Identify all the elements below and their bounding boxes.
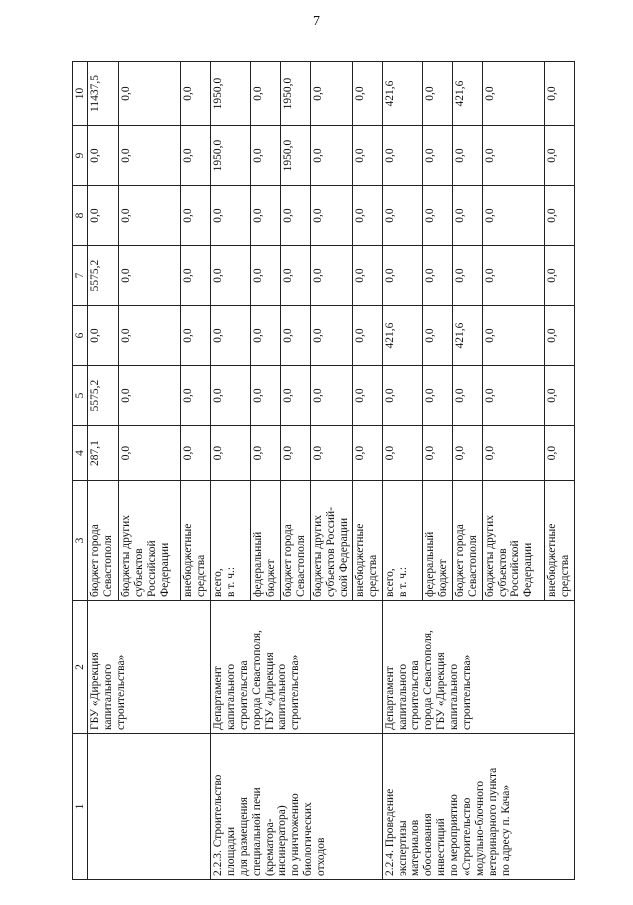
amount-cell: 0,0 [281, 306, 311, 366]
header-cell: 8 [73, 186, 88, 246]
amount-cell: 0,0 [352, 62, 382, 126]
header-cell: 3 [73, 481, 88, 601]
table-row [211, 62, 251, 880]
amount-cell: 421,6 [452, 306, 482, 366]
amount-cell: 0,0 [382, 246, 422, 306]
amount-cell: 0,0 [452, 126, 482, 186]
executor-cell: Департамент капитального строительства города Севастополя, ГБУ «Дирекция капитального строительства» [211, 601, 383, 734]
amount-cell: 0,0 [181, 366, 211, 426]
amount-cell: 0,0 [311, 426, 353, 481]
amount-cell: 0,0 [352, 426, 382, 481]
funding-source-cell: внебюджетные средства [181, 481, 211, 601]
amount-cell: 0,0 [422, 186, 452, 246]
header-row [73, 62, 88, 880]
amount-cell: 0,0 [119, 126, 181, 186]
amount-cell: 0,0 [181, 186, 211, 246]
header-cell: 1 [73, 734, 88, 880]
funding-source-cell: федеральный бюджет [251, 481, 281, 601]
header-cell: 7 [73, 246, 88, 306]
amount-cell: 0,0 [311, 246, 353, 306]
amount-cell: 0,0 [544, 426, 574, 481]
amount-cell: 0,0 [422, 126, 452, 186]
amount-cell: 0,0 [352, 186, 382, 246]
executor-cell: ГБУ «Дирекция капитального строительства» [88, 601, 211, 734]
funding-source-cell: федеральный бюджет [422, 481, 452, 601]
funding-source-cell: внебюджетные средства [352, 481, 382, 601]
amount-cell: 0,0 [311, 306, 353, 366]
amount-cell: 0,0 [119, 62, 181, 126]
amount-cell: 0,0 [281, 366, 311, 426]
amount-cell: 0,0 [311, 126, 353, 186]
amount-cell: 0,0 [482, 186, 544, 246]
funding-source-cell: всего, в т. ч.: [211, 481, 251, 601]
amount-cell: 0,0 [281, 426, 311, 481]
amount-cell: 0,0 [382, 186, 422, 246]
amount-cell: 0,0 [482, 126, 544, 186]
amount-cell: 0,0 [311, 366, 353, 426]
amount-cell: 0,0 [88, 306, 119, 366]
amount-cell: 0,0 [119, 426, 181, 481]
amount-cell: 0,0 [544, 126, 574, 186]
amount-cell: 0,0 [452, 366, 482, 426]
page-number: 7 [313, 14, 320, 29]
amount-cell: 0,0 [181, 426, 211, 481]
amount-cell: 0,0 [544, 366, 574, 426]
amount-cell: 5575,2 [88, 246, 119, 306]
activity-name-cell [88, 734, 211, 880]
amount-cell: 0,0 [482, 246, 544, 306]
amount-cell: 0,0 [119, 246, 181, 306]
amount-cell: 1950,0 [281, 62, 311, 126]
amount-cell: 0,0 [211, 426, 251, 481]
rotated-table-container [72, 62, 571, 880]
amount-cell: 0,0 [422, 426, 452, 481]
funding-source-cell: всего, в т. ч.: [382, 481, 422, 601]
amount-cell: 0,0 [251, 306, 281, 366]
amount-cell: 0,0 [311, 186, 353, 246]
amount-cell: 1950,0 [211, 126, 251, 186]
amount-cell: 0,0 [352, 246, 382, 306]
amount-cell: 1950,0 [281, 126, 311, 186]
amount-cell: 0,0 [422, 366, 452, 426]
header-cell: 6 [73, 306, 88, 366]
amount-cell: 421,6 [452, 62, 482, 126]
amount-cell: 5575,2 [88, 366, 119, 426]
amount-cell: 0,0 [119, 366, 181, 426]
amount-cell: 0,0 [88, 126, 119, 186]
amount-cell: 287,1 [88, 426, 119, 481]
amount-cell: 0,0 [352, 366, 382, 426]
amount-cell: 0,0 [422, 306, 452, 366]
amount-cell: 1950,0 [211, 62, 251, 126]
amount-cell: 0,0 [119, 306, 181, 366]
amount-cell: 0,0 [452, 426, 482, 481]
amount-cell: 0,0 [422, 62, 452, 126]
header-cell: 10 [73, 62, 88, 126]
amount-cell: 0,0 [352, 306, 382, 366]
amount-cell: 0,0 [251, 426, 281, 481]
amount-cell: 0,0 [251, 246, 281, 306]
amount-cell: 0,0 [211, 246, 251, 306]
header-cell: 4 [73, 426, 88, 481]
budget-table [72, 61, 575, 880]
header-cell: 9 [73, 126, 88, 186]
amount-cell: 0,0 [482, 366, 544, 426]
funding-source-cell: бюджеты других субъектов Россий- ской Федерации [311, 481, 353, 601]
amount-cell: 0,0 [422, 246, 452, 306]
amount-cell: 0,0 [382, 126, 422, 186]
amount-cell: 0,0 [544, 246, 574, 306]
amount-cell: 0,0 [211, 366, 251, 426]
amount-cell: 0,0 [181, 62, 211, 126]
activity-name-cell: 2.2.3. Строительство площадки для размещения специальной печи (крематора- инсинератора) по уничтожению биологических отходов [211, 734, 383, 880]
amount-cell: 0,0 [251, 366, 281, 426]
amount-cell: 0,0 [251, 186, 281, 246]
amount-cell: 0,0 [281, 246, 311, 306]
funding-source-cell: бюджет города Севастополя [281, 481, 311, 601]
header-cell: 5 [73, 366, 88, 426]
amount-cell: 0,0 [382, 366, 422, 426]
amount-cell: 0,0 [311, 62, 353, 126]
activity-name-cell: 2.2.4. Проведение экспертизы материалов обоснования инвестиций по мероприятию «Строительство модульно-блочного ветеринарного пункта по адресу п. Кача» [382, 734, 574, 880]
funding-source-cell: бюджеты других субъектов Российской Федерации [482, 481, 544, 601]
table-body [88, 62, 575, 880]
amount-cell: 0,0 [181, 306, 211, 366]
table-row [382, 62, 422, 880]
amount-cell: 0,0 [544, 306, 574, 366]
amount-cell: 0,0 [119, 186, 181, 246]
funding-source-cell: внебюджетные средства [544, 481, 574, 601]
amount-cell: 0,0 [482, 306, 544, 366]
amount-cell: 0,0 [452, 186, 482, 246]
table-row [88, 62, 119, 880]
amount-cell: 0,0 [452, 246, 482, 306]
amount-cell: 0,0 [482, 62, 544, 126]
amount-cell: 421,6 [382, 306, 422, 366]
amount-cell: 0,0 [482, 426, 544, 481]
amount-cell: 421,6 [382, 62, 422, 126]
funding-source-cell: бюджеты других субъектов Российской Федерации [119, 481, 181, 601]
funding-source-cell: бюджет города Севастополя [88, 481, 119, 601]
amount-cell: 0,0 [211, 306, 251, 366]
executor-cell: Департамент капитального строительства города Севастополя, ГБУ «Дирекция капитального строительства» [382, 601, 574, 734]
amount-cell: 0,0 [181, 126, 211, 186]
amount-cell: 0,0 [382, 426, 422, 481]
rotated-table-wrapper [72, 62, 571, 880]
amount-cell: 0,0 [544, 186, 574, 246]
funding-source-cell: бюджет города Севастополя [452, 481, 482, 601]
amount-cell: 0,0 [88, 186, 119, 246]
header-cell: 2 [73, 601, 88, 734]
amount-cell: 0,0 [181, 246, 211, 306]
amount-cell: 0,0 [281, 186, 311, 246]
amount-cell: 0,0 [544, 62, 574, 126]
amount-cell: 11437,5 [88, 62, 119, 126]
amount-cell: 0,0 [352, 126, 382, 186]
amount-cell: 0,0 [211, 186, 251, 246]
amount-cell: 0,0 [251, 62, 281, 126]
amount-cell: 0,0 [251, 126, 281, 186]
